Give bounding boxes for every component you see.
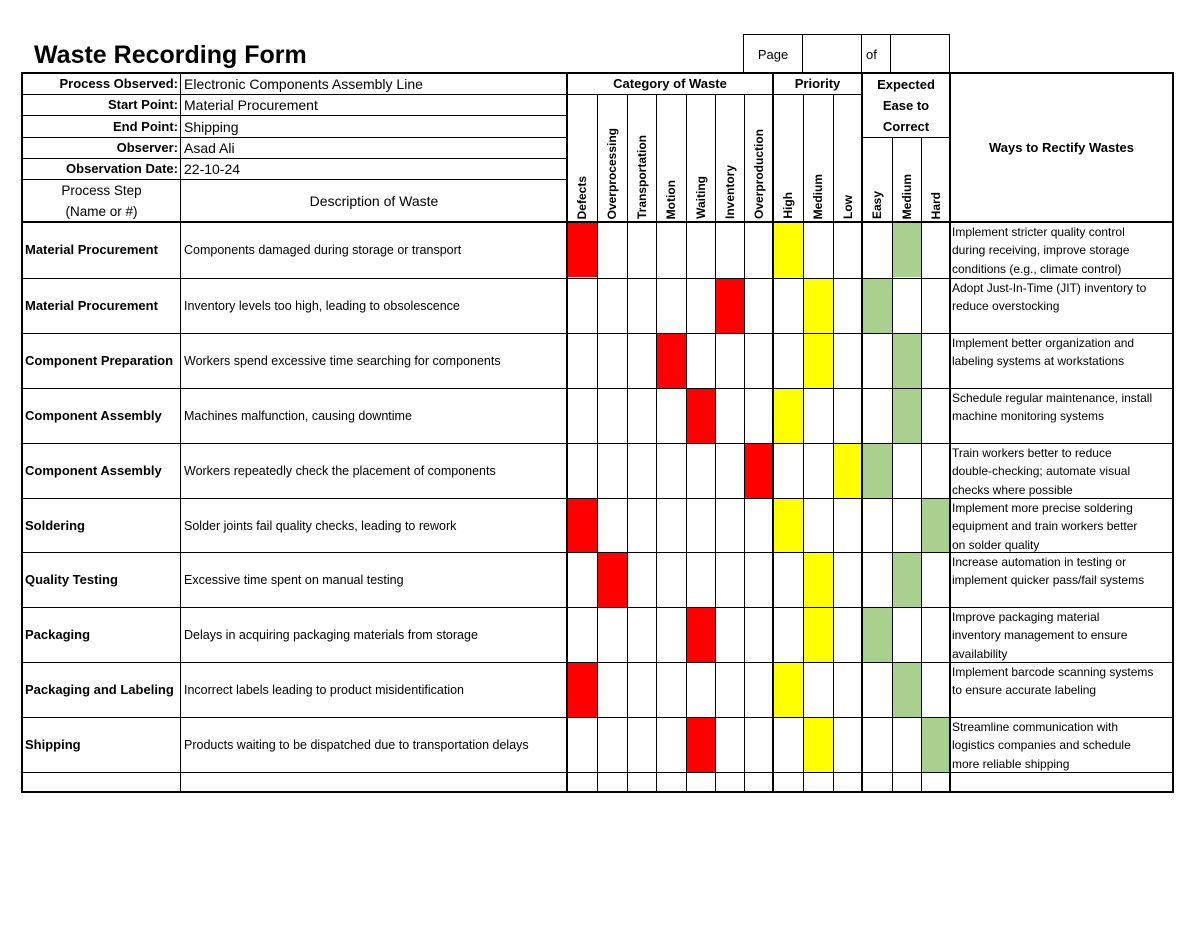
rectify-line: conditions (e.g., climate control) [952, 261, 1122, 276]
priority-mark[interactable] [773, 388, 803, 443]
waste-description-cell: Workers repeatedly check the placement of components [184, 463, 496, 478]
priority-mark[interactable] [803, 552, 833, 607]
priority-mark[interactable] [803, 717, 833, 772]
process-step-header-line1: Process Step [61, 183, 142, 198]
grid-line [22, 158, 567, 159]
ease-mark[interactable] [921, 717, 950, 772]
rectify-cell [950, 552, 1173, 607]
rectify-line: availability [952, 646, 1008, 661]
category-mark[interactable] [744, 443, 773, 498]
waste-description-cell: Excessive time spent on manual testing [184, 572, 404, 587]
rectify-line: Train workers better to reduce [952, 446, 1112, 460]
observation-date-field[interactable]: 22-10-24 [184, 160, 241, 177]
ease-header-line1: Expected [877, 76, 935, 92]
grid-line [921, 137, 922, 792]
ease-mark[interactable] [892, 388, 921, 443]
category-mark[interactable] [715, 278, 744, 333]
ease-mark[interactable] [892, 662, 921, 717]
process-step-cell: Packaging and Labeling [25, 682, 174, 697]
rectify-line: to ensure accurate labeling [952, 683, 1097, 698]
priority-header: Priority [794, 76, 841, 91]
process-step-cell: Material Procurement [25, 242, 158, 257]
category-waiting-header [686, 94, 715, 222]
rectify-line: machine monitoring systems [952, 409, 1105, 424]
process-step-header-line2: (Name or #) [65, 204, 138, 219]
observer-field[interactable]: Asad Ali [184, 139, 235, 156]
rectify-cell [950, 498, 1173, 553]
category-motion-header-label: Motion [664, 179, 678, 219]
observation-date-label: Observation Date: [66, 161, 178, 176]
rectify-line: Streamline communication with [952, 720, 1119, 734]
waste-description-cell: Inventory levels too high, leading to obsolescence [184, 298, 460, 313]
rectify-cell [950, 333, 1173, 388]
rectify-line: more reliable shipping [952, 756, 1070, 771]
priority-mark[interactable] [803, 607, 833, 662]
category-waiting-header-label: Waiting [693, 176, 708, 219]
ease-mark[interactable] [892, 222, 921, 277]
process-step-cell: Material Procurement [25, 298, 158, 313]
rectify-line: checks where possible [952, 482, 1073, 497]
category-overproduction-header [744, 94, 773, 222]
grid-line [22, 137, 567, 138]
grid-line [567, 94, 862, 95]
rectify-line: Implement better organization and [952, 336, 1135, 350]
category-mark[interactable] [686, 388, 715, 443]
process-step-cell: Packaging [25, 627, 91, 642]
rectify-line: implement quicker pass/fail systems [952, 573, 1145, 588]
category-motion-header [656, 94, 686, 222]
process-step-header [22, 180, 181, 222]
priority-mark[interactable] [833, 443, 862, 498]
grid-line [744, 94, 745, 792]
page-label: Page [757, 46, 789, 62]
priority-mark[interactable] [803, 333, 833, 388]
of-label-box [861, 34, 891, 74]
grid-line [21, 72, 23, 793]
rectify-line: Adopt Just-In-Time (JIT) inventory to [952, 281, 1147, 295]
grid-line [656, 94, 657, 792]
waste-description-cell: Products waiting to be dispatched due to transportation delays [184, 737, 529, 752]
grid-line [833, 94, 834, 792]
ease-mark[interactable] [862, 278, 892, 333]
waste-description-cell: Solder joints fail quality checks, leading to rework [184, 518, 457, 533]
ease-mark[interactable] [921, 498, 950, 553]
process-observed-field[interactable]: Electronic Components Assembly Line [184, 75, 423, 92]
rectify-cell [950, 662, 1173, 717]
of-label: of [866, 46, 877, 62]
ease-medium-header-label: Medium [899, 173, 914, 219]
waste-description-cell: Workers spend excessive time searching for components [184, 353, 501, 368]
ease-header-line2: Ease to [882, 97, 930, 113]
start-point-field[interactable]: Material Procurement [184, 96, 318, 113]
ease-mark[interactable] [892, 552, 921, 607]
ease-easy-header [862, 137, 892, 222]
process-step-cell: Component Assembly [25, 463, 162, 478]
priority-low-header-label: Low [840, 195, 855, 219]
rectify-line: Schedule regular maintenance, install [952, 391, 1153, 405]
category-mark[interactable] [686, 717, 715, 772]
ease-to-correct-header [862, 73, 950, 137]
rectify-cell [950, 717, 1173, 772]
rectify-line: labeling systems at workstations [952, 354, 1125, 369]
priority-medium-header [803, 94, 833, 222]
category-defects-header-label: Defects [575, 175, 589, 219]
rectify-line: on solder quality [952, 537, 1040, 552]
category-mark[interactable] [656, 333, 686, 388]
rectify-cell [950, 443, 1173, 498]
waste-description-cell: Incorrect labels leading to product misidentification [184, 682, 465, 697]
rectify-cell [950, 222, 1173, 277]
page-total-field[interactable] [890, 34, 950, 74]
category-mark[interactable] [597, 552, 627, 607]
grid-line [566, 73, 568, 792]
rectify-line: inventory management to ensure [952, 628, 1128, 643]
rectify-line: Increase automation in testing or [952, 555, 1127, 569]
observer-label: Observer: [116, 140, 178, 155]
end-point-field[interactable]: Shipping [184, 118, 239, 135]
grid-line [861, 73, 863, 792]
process-step-cell: Component Assembly [25, 408, 162, 423]
page-label-box [743, 34, 803, 74]
form-title: Waste Recording Form [34, 41, 307, 69]
rectify-line: Improve packaging material [952, 610, 1100, 624]
category-mark[interactable] [567, 498, 597, 553]
priority-medium-header-label: Medium [811, 173, 825, 219]
rectify-cell [950, 278, 1173, 333]
rectify-line: logistics companies and schedule [952, 738, 1131, 753]
priority-high-header [773, 94, 803, 222]
grid-line [180, 73, 181, 792]
ease-hard-header-label: Hard [928, 191, 943, 219]
rectify-line: during receiving, improve storage [952, 243, 1130, 258]
rectify-line: reduce overstocking [952, 299, 1060, 314]
grid-line [22, 115, 567, 116]
category-of-waste-header: Category of Waste [613, 76, 727, 91]
ease-mark[interactable] [862, 607, 892, 662]
rectify-line: Implement stricter quality control [952, 225, 1125, 239]
ways-to-rectify-header: Ways to Rectify Wastes [989, 140, 1134, 155]
process-step-cell: Quality Testing [25, 572, 118, 587]
category-defects-header [567, 94, 597, 222]
grid-line [627, 94, 628, 792]
grid-line [22, 94, 567, 95]
priority-mark[interactable] [803, 278, 833, 333]
page-number-field[interactable] [802, 34, 862, 74]
grid-line [715, 94, 716, 792]
priority-mark[interactable] [773, 222, 803, 277]
end-point-label: End Point: [113, 119, 178, 134]
category-inventory-header [715, 94, 744, 222]
rectify-line: double-checking; automate visual [952, 464, 1131, 479]
grid-line [949, 73, 951, 792]
ease-hard-header [921, 137, 950, 222]
ease-mark[interactable] [892, 333, 921, 388]
process-step-cell: Soldering [25, 518, 85, 533]
rectify-line: equipment and train workers better [952, 519, 1138, 534]
category-mark[interactable] [567, 662, 597, 717]
grid-line [803, 94, 804, 792]
rectify-cell [950, 607, 1173, 662]
priority-mark[interactable] [773, 662, 803, 717]
category-mark[interactable] [567, 222, 597, 277]
category-mark[interactable] [686, 607, 715, 662]
grid-line [21, 72, 1174, 74]
rectify-line: Implement barcode scanning systems [952, 665, 1154, 679]
rectify-cell [950, 388, 1173, 443]
category-transportation-header [627, 94, 656, 222]
category-inventory-header-label: Inventory [722, 164, 737, 219]
description-header: Description of Waste [309, 192, 439, 209]
grid-line [892, 137, 893, 792]
priority-mark[interactable] [773, 498, 803, 553]
grid-line [862, 137, 950, 138]
ease-medium-header [892, 137, 921, 222]
category-transportation-header-label: Transportation [634, 134, 649, 219]
process-step-cell: Shipping [25, 737, 81, 752]
ease-easy-header-label: Easy [870, 190, 884, 219]
priority-low-header [833, 94, 862, 222]
process-step-cell: Component Preparation [25, 353, 174, 368]
process-observed-label: Process Observed: [59, 76, 178, 91]
category-overprocessing-header [597, 94, 627, 222]
ease-header-line3: Correct [882, 118, 930, 134]
ease-mark[interactable] [862, 443, 892, 498]
waste-description-cell: Components damaged during storage or transport [184, 242, 462, 257]
category-overprocessing-header-label: Overprocessing [605, 127, 619, 219]
category-overproduction-header-label: Overproduction [751, 128, 766, 219]
grid-line [22, 179, 567, 180]
grid-line [686, 94, 687, 792]
priority-high-header-label: High [781, 192, 795, 219]
grid-line [1172, 72, 1174, 793]
grid-line [772, 73, 774, 792]
start-point-label: Start Point: [107, 97, 178, 112]
waste-description-cell: Delays in acquiring packaging materials from storage [184, 627, 478, 642]
waste-description-cell: Machines malfunction, causing downtime [184, 408, 412, 423]
rectify-line: Implement more precise soldering [952, 501, 1133, 515]
grid-line [597, 94, 598, 792]
